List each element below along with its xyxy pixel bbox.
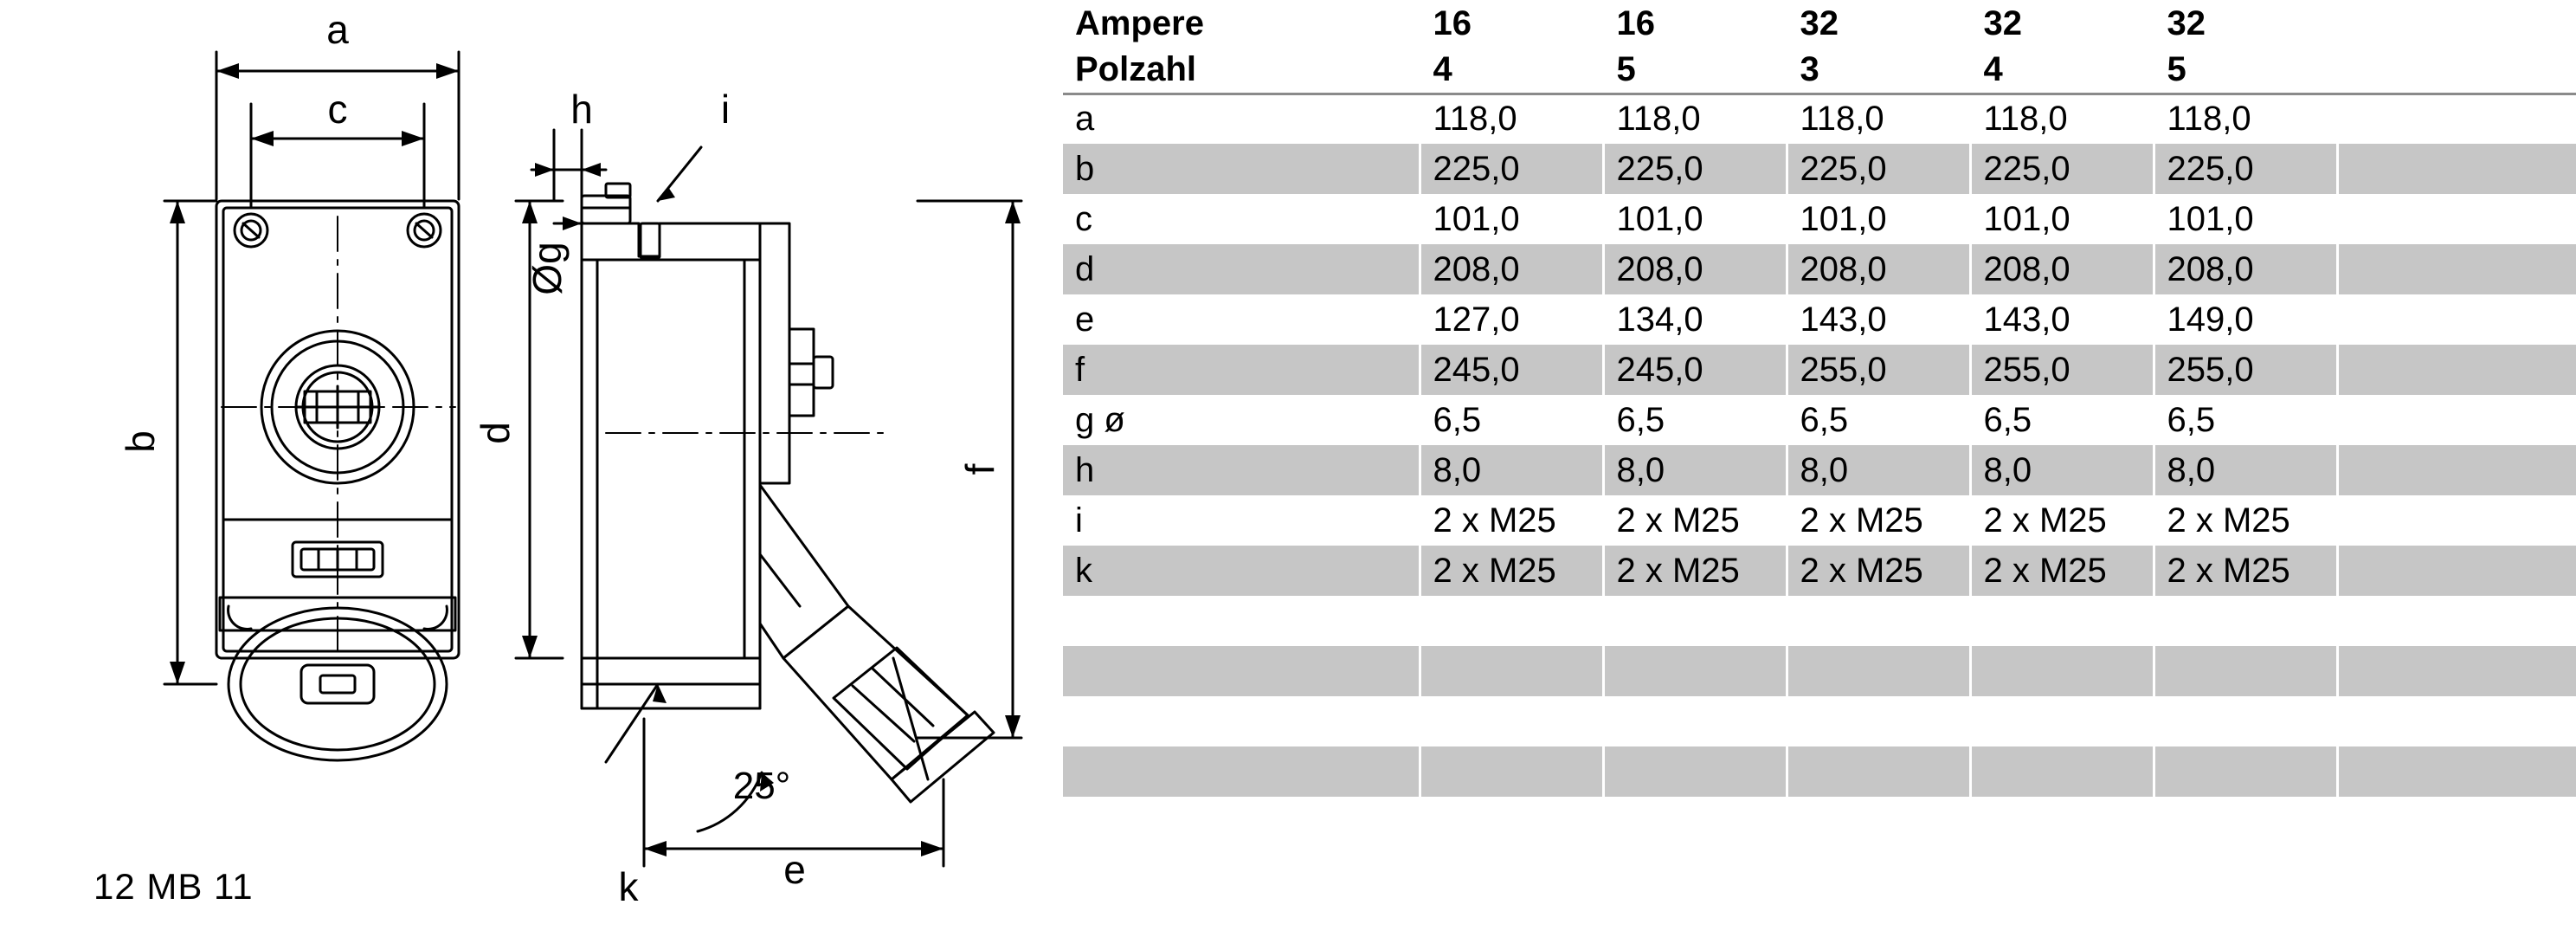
table-cell-empty (2337, 0, 2576, 47)
table-cell: 2 x M25 (1787, 546, 1970, 596)
table-cell: 2 x M25 (1603, 546, 1787, 596)
table-row (1063, 596, 2576, 646)
table-cell: 16 (1420, 0, 1603, 47)
table-cell: 118,0 (1420, 94, 1603, 144)
label-angle: 25° (732, 765, 791, 807)
table-cell (1603, 596, 1787, 646)
table-cell: 208,0 (1970, 244, 2154, 294)
table-cell (1603, 696, 1787, 746)
table-cell (2154, 596, 2337, 646)
table-cell-empty (2337, 395, 2576, 445)
table-cell: 2 x M25 (1970, 546, 2154, 596)
table-cell: 2 x M25 (1603, 495, 1787, 546)
table-cell: 149,0 (2154, 294, 2337, 345)
table-cell: 118,0 (1970, 94, 2154, 144)
table-row (1063, 144, 2576, 194)
table-cell-empty (2337, 646, 2576, 696)
table-cell: 16 (1603, 0, 1787, 47)
table-cell-empty (2337, 495, 2576, 546)
row-label: i (1063, 495, 1420, 546)
row-label (1063, 646, 1420, 696)
table-cell: 8,0 (1970, 445, 2154, 495)
label-d: d (473, 422, 518, 444)
table-row (1063, 395, 2576, 445)
table-cell: 208,0 (1420, 244, 1603, 294)
table-cell: 2 x M25 (1420, 495, 1603, 546)
table-row (1063, 746, 2576, 797)
table-cell: 208,0 (1787, 244, 1970, 294)
table-cell-empty (2337, 596, 2576, 646)
table-cell: 3 (1787, 47, 1970, 94)
row-label: b (1063, 144, 1420, 194)
table-cell: 101,0 (1603, 194, 1787, 244)
table-row (1063, 495, 2576, 546)
label-g: Øg (525, 242, 570, 295)
table-row (1063, 445, 2576, 495)
table-cell (1787, 596, 1970, 646)
table-cell: 2 x M25 (1970, 495, 2154, 546)
table-cell: 143,0 (1787, 294, 1970, 345)
table-cell (2154, 746, 2337, 797)
table-cell (1603, 746, 1787, 797)
table-cell-empty (2337, 746, 2576, 797)
table-cell: 8,0 (1420, 445, 1603, 495)
table-cell: 6,5 (1787, 395, 1970, 445)
table-cell: 2 x M25 (2154, 546, 2337, 596)
table-cell: 225,0 (2154, 144, 2337, 194)
table-cell: 2 x M25 (2154, 495, 2337, 546)
table-cell-empty (2337, 294, 2576, 345)
label-b: b (118, 430, 163, 453)
row-label: f (1063, 345, 1420, 395)
table-cell: 134,0 (1603, 294, 1787, 345)
table-cell: 32 (2154, 0, 2337, 47)
table-cell (1787, 696, 1970, 746)
table-row (1063, 0, 2576, 47)
table-cell (1787, 646, 1970, 696)
table-row (1063, 47, 2576, 94)
table-cell: 6,5 (2154, 395, 2337, 445)
technical-drawing (0, 0, 1065, 950)
label-e: e (783, 847, 806, 892)
dimension-table-container (1063, 0, 2576, 950)
table-cell: 118,0 (2154, 94, 2337, 144)
table-cell: 32 (1787, 0, 1970, 47)
table-cell: 4 (1420, 47, 1603, 94)
table-cell: 101,0 (1787, 194, 1970, 244)
table-cell: 101,0 (1420, 194, 1603, 244)
table-cell: 255,0 (2154, 345, 2337, 395)
label-a: a (326, 7, 349, 52)
table-cell: 143,0 (1970, 294, 2154, 345)
table-cell: 127,0 (1420, 294, 1603, 345)
table-cell: 6,5 (1420, 395, 1603, 445)
label-k: k (618, 864, 639, 909)
table-cell: 5 (2154, 47, 2337, 94)
table-cell-empty (2337, 244, 2576, 294)
table-cell-empty (2337, 345, 2576, 395)
table-cell-empty (2337, 696, 2576, 746)
table-cell: 225,0 (1603, 144, 1787, 194)
table-cell: 32 (1970, 0, 2154, 47)
table-cell (1970, 646, 2154, 696)
table-cell (1420, 696, 1603, 746)
table-cell (1970, 696, 2154, 746)
table-cell (1787, 746, 1970, 797)
table-cell: 255,0 (1970, 345, 2154, 395)
row-label: d (1063, 244, 1420, 294)
header-ampere: Ampere (1063, 0, 1420, 47)
table-cell (1603, 646, 1787, 696)
table-cell: 4 (1970, 47, 2154, 94)
table-cell: 101,0 (1970, 194, 2154, 244)
table-cell: 255,0 (1787, 345, 1970, 395)
table-cell: 225,0 (1787, 144, 1970, 194)
table-cell (1970, 746, 2154, 797)
table-cell (1420, 746, 1603, 797)
table-cell-empty (2337, 144, 2576, 194)
table-cell: 6,5 (1970, 395, 2154, 445)
table-cell: 2 x M25 (1787, 495, 1970, 546)
part-number: 12 MB 11 (93, 866, 254, 907)
table-cell: 225,0 (1970, 144, 2154, 194)
row-label: c (1063, 194, 1420, 244)
row-label (1063, 596, 1420, 646)
table-row (1063, 696, 2576, 746)
table-cell: 101,0 (2154, 194, 2337, 244)
table-row (1063, 345, 2576, 395)
row-label: g ø (1063, 395, 1420, 445)
row-label (1063, 696, 1420, 746)
row-label: a (1063, 94, 1420, 144)
table-row (1063, 646, 2576, 696)
table-cell (1970, 596, 2154, 646)
table-cell: 208,0 (2154, 244, 2337, 294)
table-cell: 5 (1603, 47, 1787, 94)
row-label: e (1063, 294, 1420, 345)
table-cell: 6,5 (1603, 395, 1787, 445)
table-cell: 2 x M25 (1420, 546, 1603, 596)
table-cell: 245,0 (1420, 345, 1603, 395)
table-cell (2154, 696, 2337, 746)
table-cell: 118,0 (1787, 94, 1970, 144)
table-cell-empty (2337, 445, 2576, 495)
label-h: h (570, 87, 593, 132)
table-row (1063, 94, 2576, 144)
row-label: k (1063, 546, 1420, 596)
header-polzahl: Polzahl (1063, 47, 1420, 94)
table-row (1063, 194, 2576, 244)
label-f: f (957, 463, 1002, 475)
table-cell-empty (2337, 546, 2576, 596)
dimension-table (1063, 0, 2576, 797)
row-label: h (1063, 445, 1420, 495)
table-cell: 8,0 (1603, 445, 1787, 495)
table-cell: 8,0 (1787, 445, 1970, 495)
table-cell: 208,0 (1603, 244, 1787, 294)
table-cell (1420, 596, 1603, 646)
table-cell (1420, 646, 1603, 696)
table-cell: 118,0 (1603, 94, 1787, 144)
table-cell-empty (2337, 94, 2576, 144)
table-cell-empty (2337, 194, 2576, 244)
table-row (1063, 546, 2576, 596)
row-label (1063, 746, 1420, 797)
table-cell: 8,0 (2154, 445, 2337, 495)
table-cell (2154, 646, 2337, 696)
table-cell: 225,0 (1420, 144, 1603, 194)
label-i: i (720, 87, 731, 132)
table-cell: 245,0 (1603, 345, 1787, 395)
table-cell-empty (2337, 47, 2576, 94)
table-row (1063, 294, 2576, 345)
label-c: c (327, 87, 348, 132)
table-row (1063, 244, 2576, 294)
